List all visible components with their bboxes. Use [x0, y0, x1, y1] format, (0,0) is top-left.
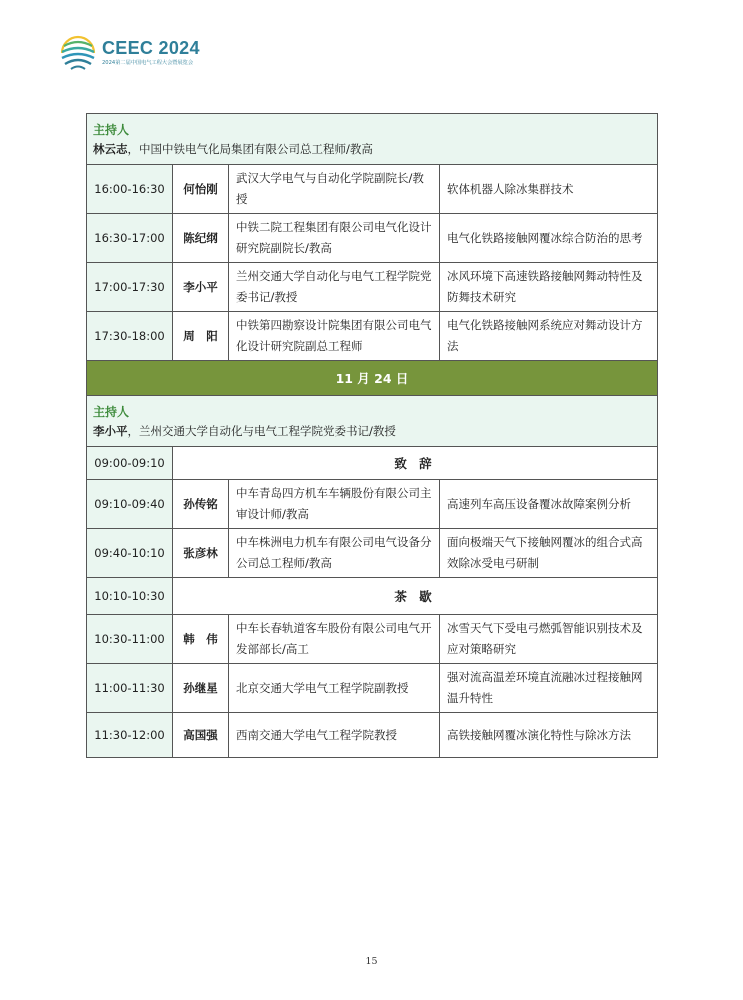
speaker-name: 高国强: [173, 713, 229, 758]
host-label: 主持人: [93, 123, 130, 137]
time-cell: 09:40-10:10: [87, 529, 173, 578]
page-number: 15: [365, 956, 378, 967]
speaker-affiliation: 兰州交通大学自动化与电气工程学院党委书记/教授: [229, 263, 440, 312]
talk-row: [87, 664, 658, 713]
speaker-affiliation: 北京交通大学电气工程学院副教授: [229, 664, 440, 713]
speaker-name: 孙继星: [173, 664, 229, 713]
host-label: 主持人: [93, 405, 130, 419]
speaker-affiliation: 中车青岛四方机车车辆股份有限公司主审设计师/教高: [229, 480, 440, 529]
host-line: [93, 422, 651, 441]
host-name: 李小平: [93, 424, 128, 438]
host-cell: [87, 396, 658, 447]
day-label: 11 月 24 日: [87, 361, 658, 396]
host-title: 兰州交通大学自动化与电气工程学院党委书记/教授: [139, 424, 396, 438]
break-row: [87, 578, 658, 615]
talk-topic: 强对流高温差环境直流融冰过程接触网温升特性: [440, 664, 658, 713]
time-cell: 11:00-11:30: [87, 664, 173, 713]
talk-topic: 高速列车高压设备覆冰故障案例分析: [440, 480, 658, 529]
time-cell: 10:30-11:00: [87, 615, 173, 664]
host-row: [87, 114, 658, 165]
speaker-affiliation: 西南交通大学电气工程学院教授: [229, 713, 440, 758]
talk-row: [87, 480, 658, 529]
talk-topic: 冰风环境下高速铁路接触网舞动特性及防舞技术研究: [440, 263, 658, 312]
talk-topic: 面向极端天气下接触网覆冰的组合式高效除冰受电弓研制: [440, 529, 658, 578]
speaker-name: 孙传铭: [173, 480, 229, 529]
speaker-affiliation: 中铁二院工程集团有限公司电气化设计研究院副院长/教高: [229, 214, 440, 263]
speaker-name: 张彦林: [173, 529, 229, 578]
ceec-globe-icon: [58, 34, 98, 72]
talk-topic: 电气化铁路接触网覆冰综合防治的思考: [440, 214, 658, 263]
host-cell: [87, 114, 658, 165]
talk-row: [87, 263, 658, 312]
time-cell: 17:00-17:30: [87, 263, 173, 312]
time-cell: 17:30-18:00: [87, 312, 173, 361]
talk-row: [87, 165, 658, 214]
host-line: [93, 140, 651, 159]
talk-row: [87, 312, 658, 361]
speaker-name: 何怡刚: [173, 165, 229, 214]
speaker-name: 周 阳: [173, 312, 229, 361]
talk-topic: 冰雪天气下受电弓燃弧智能识别技术及应对策略研究: [440, 615, 658, 664]
host-name: 林云志: [93, 142, 128, 156]
time-cell: 09:10-09:40: [87, 480, 173, 529]
host-row: [87, 396, 658, 447]
host-separator: ，: [127, 424, 139, 438]
day-divider: [87, 361, 658, 396]
speaker-affiliation: 中铁第四勘察设计院集团有限公司电气化设计研究院副总工程师: [229, 312, 440, 361]
opening-row: [87, 447, 658, 480]
speaker-affiliation: 武汉大学电气与自动化学院副院长/教授: [229, 165, 440, 214]
speaker-affiliation: 中车株洲电力机车有限公司电气设备分公司总工程师/教高: [229, 529, 440, 578]
time-cell: 16:30-17:00: [87, 214, 173, 263]
talk-topic: 电气化铁路接触网系统应对舞动设计方法: [440, 312, 658, 361]
host-title: 中国中铁电气化局集团有限公司总工程师/教高: [139, 142, 373, 156]
time-cell: 09:00-09:10: [87, 447, 173, 480]
host-separator: ，: [127, 142, 139, 156]
time-cell: 16:00-16:30: [87, 165, 173, 214]
ceec-logo: [58, 34, 198, 74]
speaker-name: 韩 伟: [173, 615, 229, 664]
time-cell: 10:10-10:30: [87, 578, 173, 615]
opening-label: 致 辞: [173, 447, 658, 480]
talk-topic: 高铁接触网覆冰演化特性与除冰方法: [440, 713, 658, 758]
talk-topic: 软体机器人除冰集群技术: [440, 165, 658, 214]
talk-row: [87, 529, 658, 578]
break-label: 茶 歇: [173, 578, 658, 615]
talk-row: [87, 615, 658, 664]
logo-subtitle: 2024第二届中国电气工程大会暨展览会: [102, 60, 194, 66]
speaker-affiliation: 中车长春轨道客车股份有限公司电气开发部部长/高工: [229, 615, 440, 664]
logo-title: CEEC 2024: [102, 38, 200, 58]
talk-row: [87, 713, 658, 758]
schedule-table: [86, 113, 658, 758]
talk-row: [87, 214, 658, 263]
time-cell: 11:30-12:00: [87, 713, 173, 758]
speaker-name: 李小平: [173, 263, 229, 312]
speaker-name: 陈纪纲: [173, 214, 229, 263]
